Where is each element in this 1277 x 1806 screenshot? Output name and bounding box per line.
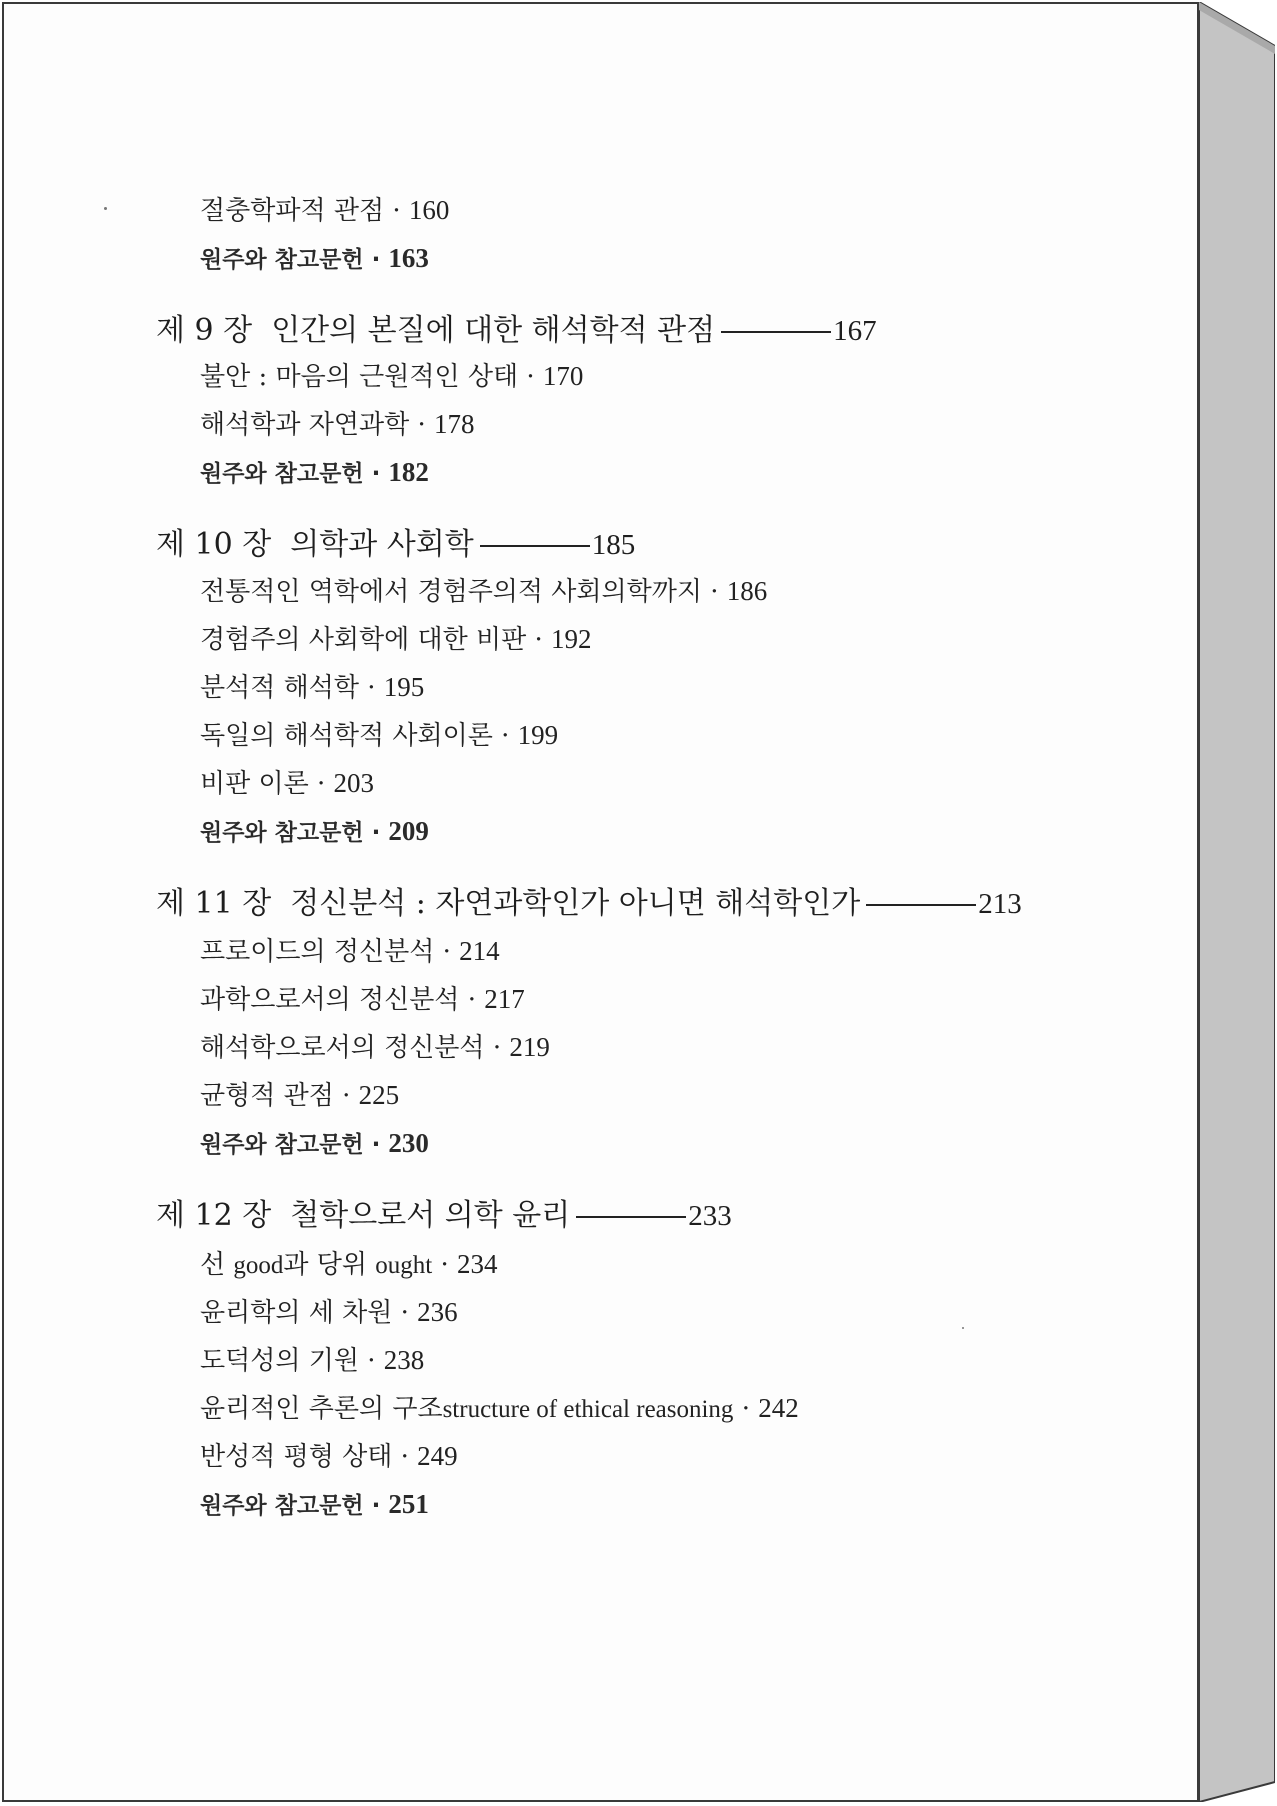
toc-section: 도덕성의 기원 · 238 [200,1345,425,1376]
chapter-12-heading: 제 12 장 철학으로서 의학 윤리 233 [156,1198,732,1233]
toc-section: 불안 : 마음의 근원적인 상태 · 170 [200,361,584,392]
toc-section: 윤리적인 추론의 구조structure of ethical reasoning · 242 [200,1393,799,1424]
toc-section: 윤리학의 세 차원 · 236 [200,1297,458,1328]
toc-section: 반성적 평형 상태 · 249 [200,1441,458,1472]
toc-section: 선 good과 당위 ought · 234 [200,1249,498,1280]
toc-section: 분석적 해석학 · 195 [200,672,425,703]
leader-line [576,1216,686,1218]
toc-section: 프로이드의 정신분석 · 214 [200,936,500,967]
leader-line [866,904,976,906]
toc-section: 독일의 해석학적 사회이론 · 199 [200,720,559,751]
page-edge-shading [1199,2,1275,1802]
toc-references: 원주와 참고문헌 · 182 [200,457,429,487]
toc-references: 원주와 참고문헌 · 163 [200,243,429,273]
toc-section: 전통적인 역학에서 경험주의적 사회의학까지 · 186 [200,576,768,607]
leader-line [721,331,831,333]
toc-section: 비판 이론 · 203 [200,768,375,799]
chapter-9-heading: 제 9 장 인간의 본질에 대한 해석학적 관점 167 [156,313,877,348]
chapter-10-heading: 제 10 장 의학과 사회학 185 [156,527,636,562]
toc-references: 원주와 참고문헌 · 230 [200,1128,429,1158]
leader-line [480,545,590,547]
speck-mark [104,207,107,210]
toc-references: 원주와 참고문헌 · 251 [200,1489,429,1519]
toc-section: 해석학과 자연과학 · 178 [200,409,475,440]
toc-references: 원주와 참고문헌 · 209 [200,816,429,846]
toc-section: 해석학으로서의 정신분석 · 219 [200,1032,550,1063]
chapter-11-heading: 제 11 장 정신분석 : 자연과학인가 아니면 해석학인가 213 [156,886,1022,921]
speck-mark [962,1327,964,1329]
toc-section: 절충학파적 관점 · 160 [200,195,450,226]
toc-section: 과학으로서의 정신분석 · 217 [200,984,525,1015]
toc-section: 경험주의 사회학에 대한 비판 · 192 [200,624,592,655]
toc-section: 균형적 관점 · 225 [200,1080,400,1111]
